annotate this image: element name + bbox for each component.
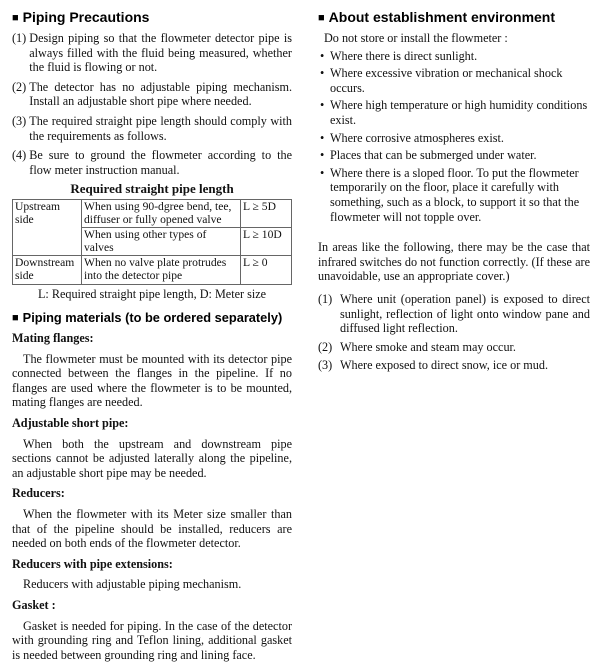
piping-precautions-heading: ■ Piping Precautions bbox=[12, 9, 150, 25]
table-cell-length: L ≥ 10D bbox=[241, 228, 292, 256]
bullet-icon: • bbox=[320, 165, 325, 180]
piping-materials-heading: ■ Piping materials (to be ordered separately) bbox=[12, 310, 283, 326]
precaution-item-4: (4) Be sure to ground the flowmeter according to the flow meter instruction manual. bbox=[12, 148, 292, 177]
square-bullet-icon: ■ bbox=[318, 12, 325, 24]
table-cell-length: L ≥ 5D bbox=[241, 199, 292, 227]
list-item: • Where there is direct sunlight. bbox=[320, 48, 478, 63]
list-item: • Where high temperature or high humidity conditions exist. bbox=[320, 98, 588, 127]
table-cell-condition: When using other types of valves bbox=[82, 228, 241, 256]
reducers-extensions-text: Reducers with adjustable piping mechanism. bbox=[23, 577, 242, 592]
infrared-item-3: (3) Where exposed to direct snow, ice or mud. bbox=[318, 358, 549, 373]
precaution-item-1: (1) Design piping so that the flowmeter detector pipe is always filled with the fluid being measured, whether the fluid is flowing or not. bbox=[12, 31, 292, 75]
reducers-text: When the flowmeter with its Meter size smaller than that of the pipeline should be installed, reducers are needed on both ends of the flowmeter detector. bbox=[12, 507, 292, 551]
square-bullet-icon: ■ bbox=[12, 12, 19, 24]
precaution-item-2: (2) The detector has no adjustable piping mechanism. Install an adjustable short pipe where needed. bbox=[12, 79, 292, 109]
table-cell-condition: When using 90-dgree bend, tee, diffuser or fully opened valve bbox=[82, 199, 241, 227]
infrared-note: In areas like the following, there may be the case that infrared switches do not function correctly. (If these are unavoidable, use an appropriate cover.) bbox=[318, 240, 590, 284]
bullet-icon: • bbox=[320, 66, 325, 81]
gasket-heading: Gasket : bbox=[12, 598, 56, 612]
infrared-item-1: (1) Where unit (operation panel) is exposed to direct sunlight, reflection of light onto window pane and diffused light reflection. bbox=[318, 291, 590, 336]
reducers-heading: Reducers: bbox=[12, 486, 65, 501]
table-row bbox=[13, 199, 292, 227]
mating-flanges-text: The flowmeter must be mounted with its detector pipe connected between the flanges in the pipeline. If no flanges are used where the flowmeter is to be mounted, mating flanges are needed. bbox=[12, 351, 292, 410]
table-cell-length: L ≥ 0 bbox=[241, 256, 292, 284]
adjustable-short-pipe-text: When both the upstream and downstream pipe sections cannot be adjusted laterally along the pipeline, an adjustable short pipe may be needed. bbox=[12, 436, 292, 480]
list-item: • Where there is a sloped floor. To put the flowmeter temporarily on the floor, place it carefully with something, such as a block, to support it so that the flowmeter will not topple over. bbox=[320, 165, 580, 224]
square-bullet-icon: ■ bbox=[12, 312, 19, 325]
bullet-icon: • bbox=[320, 130, 325, 145]
gasket-text: Gasket is needed for piping. In the case of the detector with grounding ring and Teflon lining, additional gasket is needed between grounding ring and lining face. bbox=[12, 618, 292, 662]
infrared-item-2: (2) Where smoke and steam may occur. bbox=[318, 339, 516, 354]
list-item: • Where excessive vibration or mechanical shock occurs. bbox=[320, 66, 563, 95]
list-item: • Places that can be submerged under water. bbox=[320, 148, 537, 163]
straight-pipe-table bbox=[12, 199, 292, 285]
straight-pipe-table-title: Required straight pipe length bbox=[70, 181, 234, 197]
table-cell-side: Downstream side bbox=[13, 256, 82, 284]
bullet-icon: • bbox=[320, 48, 325, 63]
environment-intro: Do not store or install the flowmeter : bbox=[324, 31, 508, 45]
adjustable-short-pipe-heading: Adjustable short pipe: bbox=[12, 416, 129, 431]
table-cell-condition: When no valve plate protrudes into the detector pipe bbox=[82, 256, 241, 284]
reducers-extensions-heading: Reducers with pipe extensions: bbox=[12, 556, 173, 571]
mating-flanges-heading: Mating flanges: bbox=[12, 331, 94, 346]
table-row bbox=[13, 256, 292, 284]
table-caption: L: Required straight pipe length, D: Meter size bbox=[37, 286, 267, 301]
right-column bbox=[318, 8, 590, 377]
precaution-item-3: (3) The required straight pipe length should comply with the requirements as follows. bbox=[12, 113, 292, 143]
left-column bbox=[12, 8, 292, 668]
list-item: • Where corrosive atmospheres exist. bbox=[320, 130, 504, 145]
bullet-icon: • bbox=[320, 98, 325, 113]
environment-heading: ■ About establishment environment bbox=[318, 9, 556, 25]
table-cell-side: Upstream side bbox=[13, 199, 82, 255]
bullet-icon: • bbox=[320, 148, 325, 163]
